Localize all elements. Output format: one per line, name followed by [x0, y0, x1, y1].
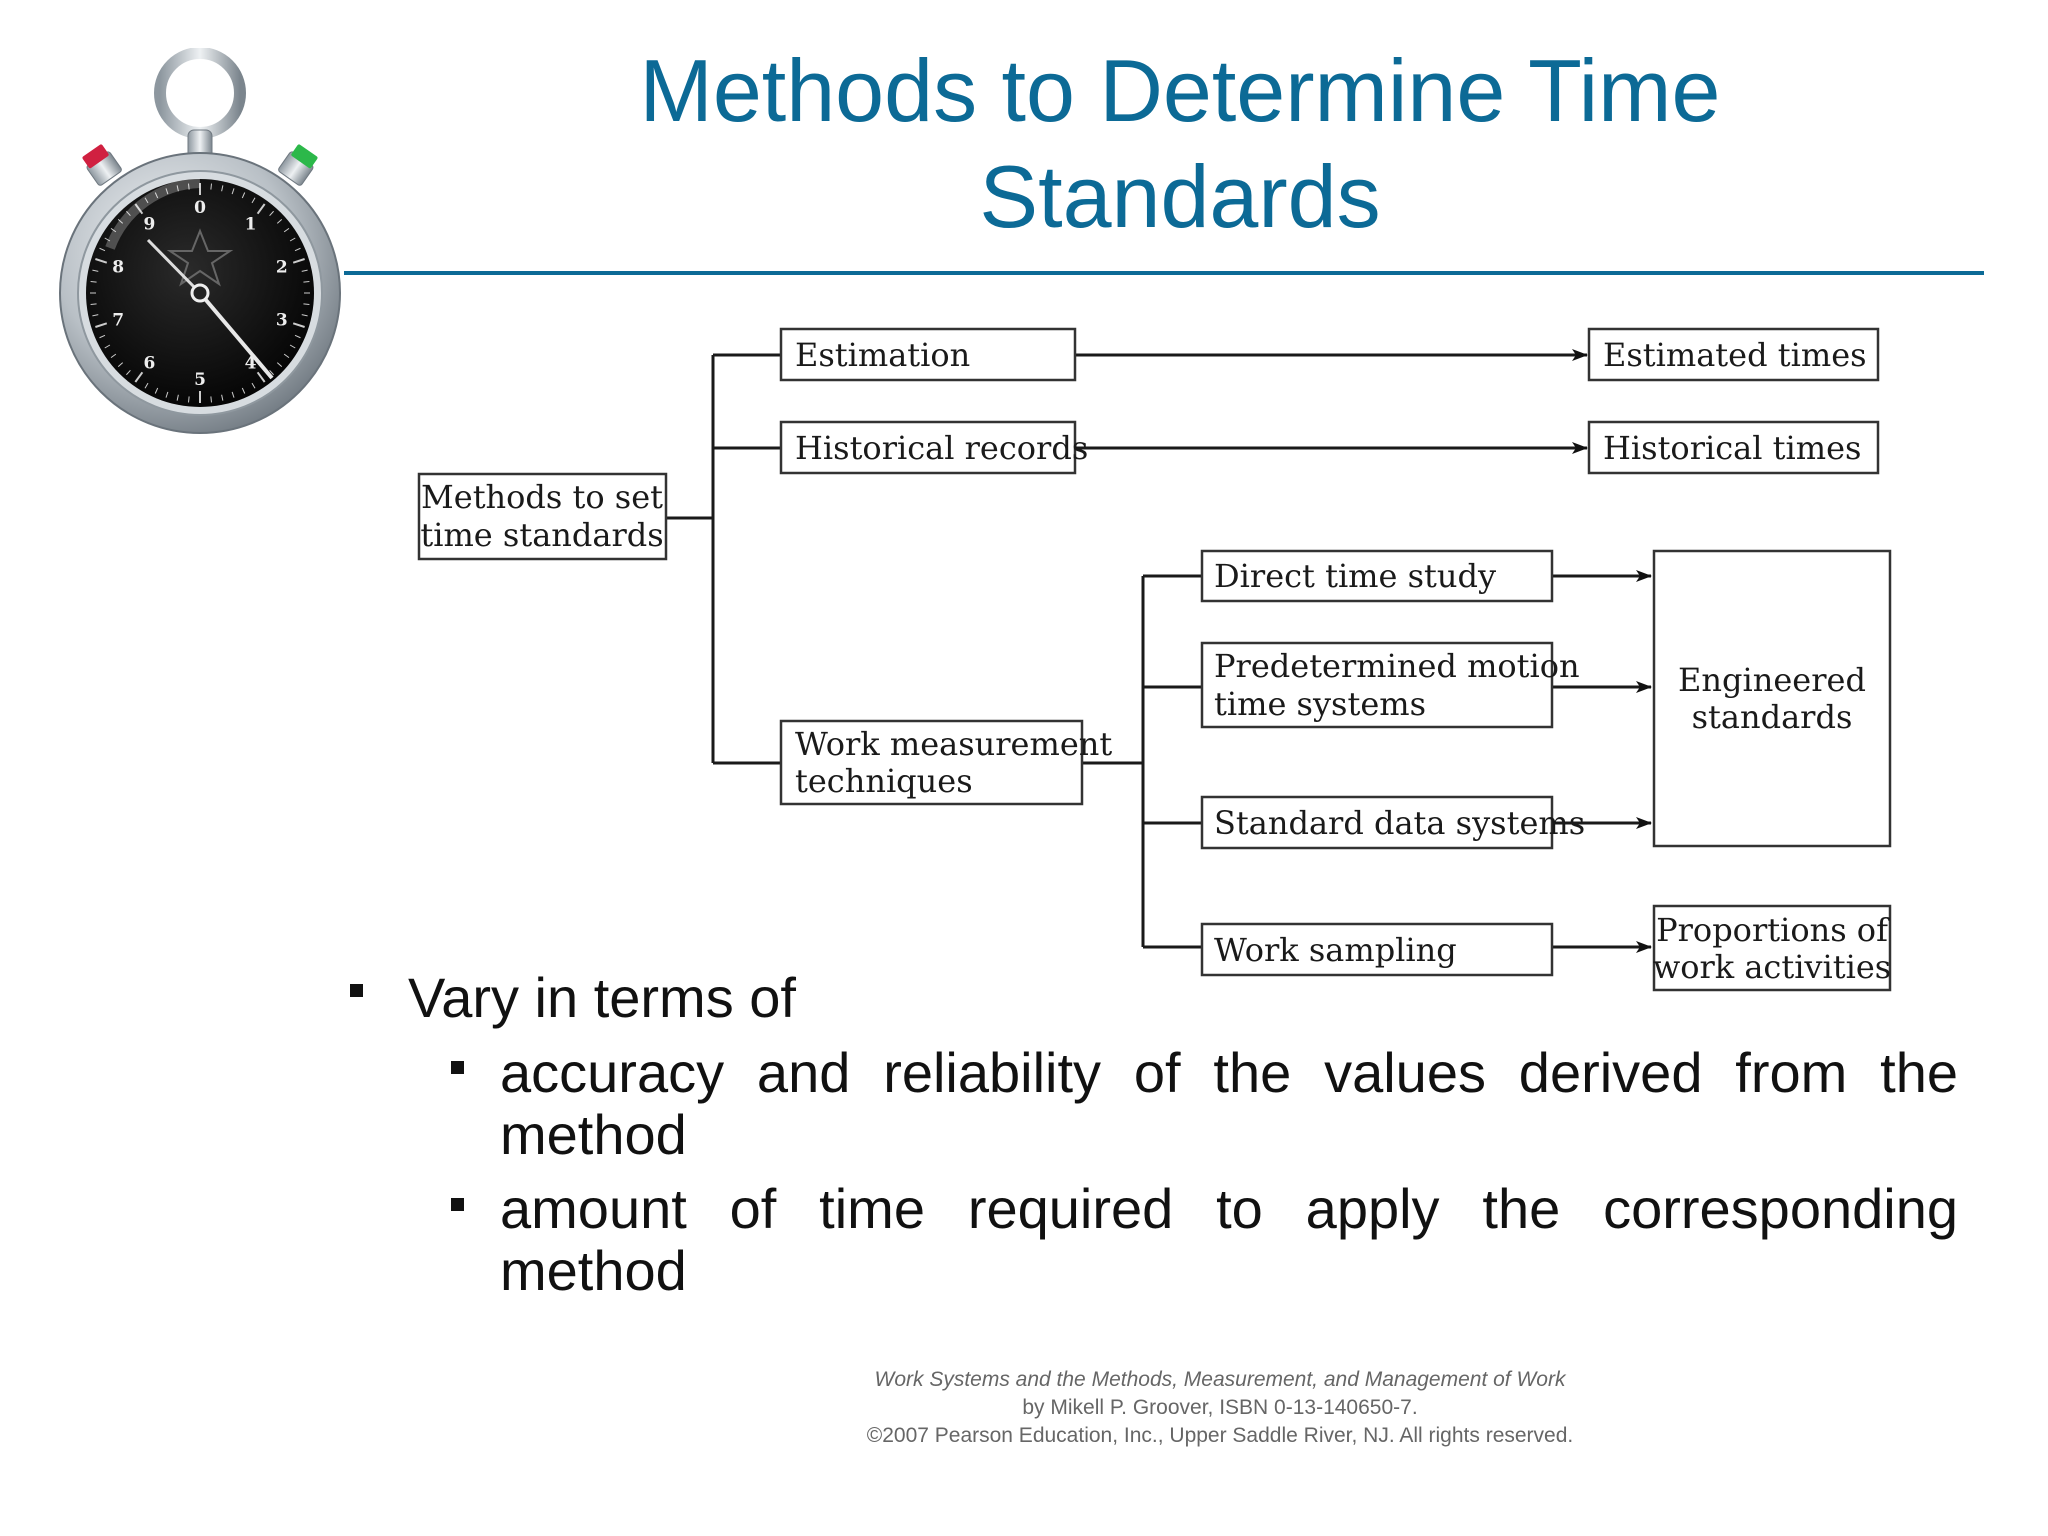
box-standard-data-systems: [1202, 797, 1585, 848]
dial-number: 8: [112, 257, 125, 278]
work-sampling-label: Work sampling: [1214, 931, 1457, 969]
dial-number: 0: [194, 198, 206, 218]
pmts-line-1: Predetermined motion: [1214, 647, 1580, 685]
proportions-line-2: work activities: [1652, 948, 1892, 986]
root-line-1: Methods to set: [420, 478, 664, 516]
sub-bullet-marker: [451, 1061, 464, 1074]
dial-number: 6: [143, 353, 156, 374]
root-line-2: time standards: [420, 516, 664, 554]
box-historical-records: [781, 422, 1088, 473]
historical-times-label: Historical times: [1603, 429, 1862, 467]
bullet-main: Vary in terms of: [408, 966, 796, 1029]
footer-line-3: ©2007 Pearson Education, Inc., Upper Saddle River, NJ. All rights reserved.: [866, 1424, 1574, 1447]
box-pmts: [1202, 643, 1580, 727]
sub-bullet-marker: [451, 1198, 464, 1211]
dial-number: 3: [275, 310, 288, 331]
dial-number: 2: [275, 257, 288, 278]
box-root: [419, 474, 666, 559]
box-historical-times: [1589, 422, 1878, 473]
box-work-sampling: [1202, 924, 1552, 975]
sub-bullet-1: accuracy and reliability of the values derived from the method: [500, 1041, 1958, 1166]
footer-line-2: by Mikell P. Groover, ISBN 0-13-140650-7.: [1022, 1396, 1418, 1419]
footer-citation: [560, 1366, 1880, 1450]
direct-time-study-label: Direct time study: [1214, 557, 1497, 595]
box-estimation: [781, 329, 1075, 380]
historical-records-label: Historical records: [795, 429, 1089, 467]
standard-data-label: Standard data systems: [1214, 804, 1586, 842]
bullet-marker: [350, 984, 363, 997]
work-measurement-line-2: techniques: [795, 762, 973, 800]
box-estimated-times: [1589, 329, 1878, 380]
work-measurement-line-1: Work measurement: [795, 725, 1113, 763]
title-line-1: Methods to Determine Time: [639, 41, 1721, 140]
dial-number: 7: [112, 310, 125, 331]
box-engineered-standards: [1654, 551, 1890, 846]
box-proportions: [1653, 906, 1891, 990]
box-work-measurement: [781, 721, 1112, 804]
dial-number: 1: [244, 214, 257, 235]
footer-line-1: Work Systems and the Methods, Measurement, and Management of Work: [874, 1368, 1566, 1391]
sub-bullet-2: amount of time required to apply the corresponding method: [500, 1177, 1958, 1302]
pmts-line-2: time systems: [1214, 685, 1427, 723]
dial-number: 5: [194, 370, 206, 390]
proportions-line-1: Proportions of: [1656, 911, 1888, 949]
dial-number: 4: [244, 353, 257, 374]
engineered-line-1: Engineered: [1678, 661, 1866, 699]
engineered-line-2: standards: [1691, 698, 1853, 736]
title-line-2: Standards: [979, 147, 1381, 246]
estimated-times-label: Estimated times: [1603, 336, 1867, 374]
dial-number: 9: [143, 214, 156, 235]
estimation-label: Estimation: [795, 336, 971, 374]
box-direct-time-study: [1202, 551, 1552, 601]
